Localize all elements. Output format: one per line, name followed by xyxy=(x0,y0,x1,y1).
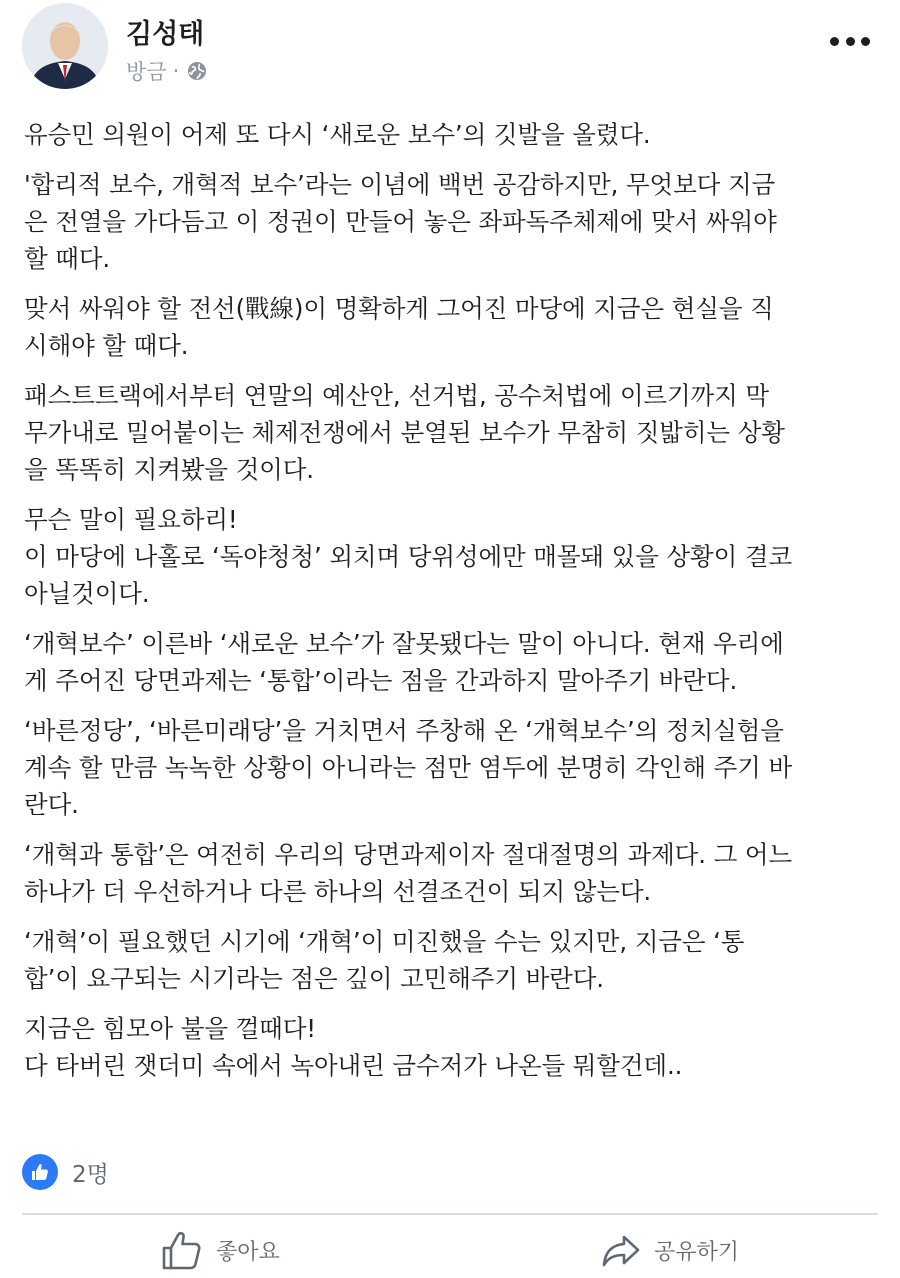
share-label: 공유하기 xyxy=(654,1239,740,1265)
avatar-portrait-icon xyxy=(22,3,108,89)
reaction-summary[interactable] xyxy=(22,1154,109,1190)
action-divider xyxy=(22,1213,878,1215)
more-options-button[interactable] xyxy=(830,26,870,56)
like-label: 좋아요 xyxy=(216,1239,280,1265)
author-avatar[interactable] xyxy=(22,3,108,89)
more-dot xyxy=(830,37,839,46)
share-button[interactable] xyxy=(600,1222,739,1278)
reaction-count: 2명 xyxy=(72,1161,109,1188)
more-dot xyxy=(861,37,870,46)
post-paragraph: 지금은 힘모아 불을 껄때다! 다 타버린 잿더미 속에서 녹아내린 금수저가 나온들 뭐할건데.. xyxy=(24,1014,683,1080)
post-paragraph: 유승민 의원이 어제 또 다시 ‘새로운 보수’의 깃발을 올렸다. xyxy=(24,120,651,149)
share-arrow-icon xyxy=(600,1229,642,1271)
more-dot xyxy=(846,37,855,46)
post-meta xyxy=(126,56,207,86)
post-header xyxy=(0,0,900,100)
action-bar xyxy=(0,1222,900,1278)
post-paragraph: ‘개혁과 통합’은 여전히 우리의 당면과제이자 절대절명의 과제다. 그 어느 하나가 더 우선하거나 다른 하나의 선결조건이 되지 않는다. xyxy=(24,840,793,906)
thumbs-up-icon xyxy=(160,1228,204,1272)
post-paragraph: ‘개혁보수’ 이른바 ‘새로운 보수’가 잘못됐다는 말이 아니다. 현재 우리에 게 주어진 당면과제는 ‘통합’이라는 점을 간과하지 말아주기 바란다. xyxy=(24,629,784,695)
post-paragraph: 패스트트랙에서부터 연말의 예산안, 선거법, 공수처법에 이르기까지 막 무가내로 밀어붙이는 체제전쟁에서 분열된 보수가 무참히 짓밟히는 상황 을 똑똑히 지켜봤을 것이다. xyxy=(24,381,785,484)
post-body xyxy=(24,116,884,1097)
meta-separator: · xyxy=(172,59,180,83)
post-paragraph: 무슨 말이 필요하리! 이 마당에 나홀로 ‘독야청청’ 외치며 당위성에만 매몰돼 있을 상황이 결코 아닐것이다. xyxy=(24,505,793,608)
like-badge-icon xyxy=(22,1154,58,1190)
post-paragraph: ‘개혁’이 필요했던 시기에 ‘개혁’이 미진했을 수는 있지만, 지금은 ‘통 합’이 요구되는 시기라는 점은 깊이 고민해주기 바란다. xyxy=(24,927,745,993)
like-button[interactable] xyxy=(160,1222,280,1278)
globe-icon xyxy=(187,61,207,81)
post-timestamp[interactable]: 방금 xyxy=(126,60,167,84)
post-paragraph: 맞서 싸워야 할 전선(戰線)이 명확하게 그어진 마당에 지금은 현실을 직 시해야 할 때다. xyxy=(24,294,774,360)
author-name[interactable]: 김성태 xyxy=(126,19,205,50)
post-paragraph: ‘바른정당’, ‘바른미래당’을 거치면서 주창해 온 ‘개혁보수’의 정치실험을 계속 할 만큼 녹녹한 상황이 아니라는 점만 염두에 분명히 각인해 주기 바 란다. xyxy=(24,716,793,819)
post-paragraph: '합리적 보수, 개혁적 보수’라는 이념에 백번 공감하지만, 무엇보다 지금 은 전열을 가다듬고 이 정권이 만들어 놓은 좌파독주체제에 맞서 싸워야 할 때다. xyxy=(24,170,777,273)
